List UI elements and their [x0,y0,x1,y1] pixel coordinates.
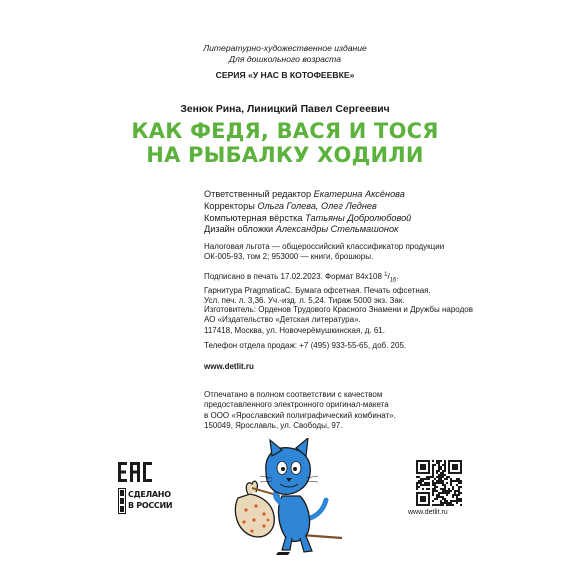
made-in-russia-icon [118,488,126,514]
title-line-1: КАК ФЕДЯ, ВАСЯ И ТОСЯ [131,119,439,143]
eac-logo [118,462,152,482]
title-line-2: НА РЫБАЛКУ ХОДИЛИ [146,143,424,167]
manufacturer-info: Изготовитель: Орденов Трудового Красного Знамени и Дружбы народов АО «Издательство «Детская литература». 117418, Москва, ул. Новочерёмушкинская, д. 61. [204,305,473,335]
qr-code [416,460,462,506]
edition-info [0,43,570,65]
credit-row: Корректоры Ольга Голева, Олег Леднев [204,200,377,211]
credit-row: Ответственный редактор Екатерина Аксёнова [204,189,405,199]
print-info: Подписано в печать 17.02.2023. Формат 84x108 $^1/_{16}$. Гарнитура PragmaticaC. Бумага офсетная. Печать офсетная. Усл. печ. л. 3,36. Уч.-изд. л. 5,24. Тираж 5000 экз. Зак. [204,272,431,306]
website: www.detlit.ru [204,362,254,371]
credit-row: Дизайн обложки Александры Стельмашонок [204,224,399,235]
credits [204,189,534,236]
authors: Зенюк Рина, Линицкий Павел Сергеевич [180,104,390,115]
sales-phone: Телефон отдела продаж: +7 (495) 933-55-65, доб. 205. [204,341,407,350]
tax-info: Налоговая льгота — общероссийский классификатор продукции ОК-005-93, том 2; 953000 — книги, брошюры. [204,242,445,262]
made-in-russia-logo: СДЕЛАНО В РОССИИ [118,487,180,517]
cat-illustration [230,438,346,556]
age-line: Для дошкольного возраста [228,54,342,64]
genre-line: Литературно-художественное издание [203,43,367,53]
qr-url: www.detlit.ru [408,509,448,516]
printing-info: Отпечатано в полном соответствии с качеством предоставленного электронного оригинал-макета в ООО «Ярославский полиграфический комбинат». 150049, Ярославль, ул. Свободы, 97. [204,390,396,430]
series-line: СЕРИЯ «У НАС В КОТОФЕЕВКЕ» [215,70,355,80]
book-title [0,119,570,167]
credit-row: Компьютерная вёрстка Татьяны Добролюбовой [204,212,412,223]
